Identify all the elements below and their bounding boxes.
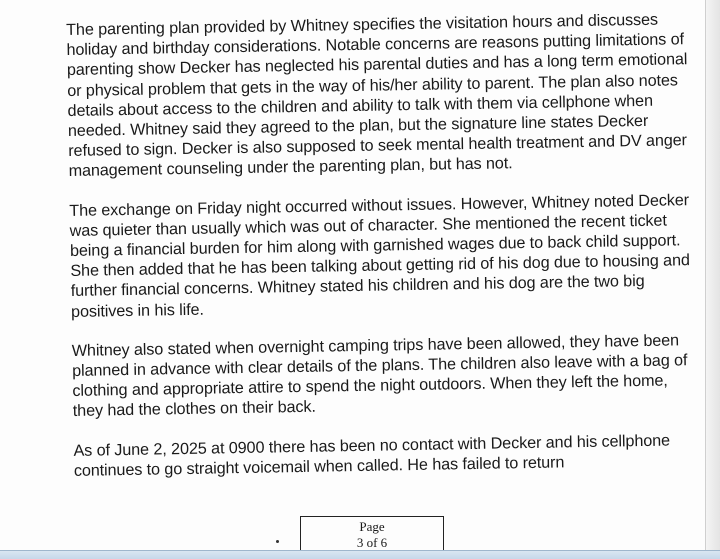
- page-number-box: [300, 516, 444, 550]
- viewer-right-edge: [705, 0, 720, 558]
- page-label: Page: [359, 519, 385, 534]
- paragraph-friday-exchange: The exchange on Friday night occurred without issues. However, Whitney noted Decker was quieter than usually which was out of character. She mentioned the recent ticket being a financial burden for him along with garnished wages due to back child support. She then added that he has been talking about getting rid of his dog due to housing and further financial concerns. Whitney stated his children and his dog are the two big positives in his life.: [69, 190, 690, 321]
- paragraph-parenting-plan: The parenting plan provided by Whitney specifies the visitation hours and discusses holiday and birthday considerations. Notable concerns are reasons putting limitations of parenting show Decker has neglected his parental duties and has a long term emotional or physical problem that gets in the way of his/her ability to parent. The plan also notes details about access to the children and ability to talk with them via cellphone when needed. Whitney said they agreed to the plan, but the signature line states Decker refused to sign. Decker is also supposed to seek mental health treatment and DV anger management counseling under the parenting plan, but has not.: [66, 10, 688, 181]
- paragraph-no-contact: As of June 2, 2025 at 0900 there has been no contact with Decker and his cellphone continues to go straight voicemail when called. He has failed to return: [73, 431, 671, 480]
- cropped-text-fragment: [62, 0, 76, 4]
- paragraph-camping-trips: Whitney also stated when overnight camping trips have been allowed, they have been planned in advance with clear details of the plans. The children also leave with a bag of clothing and appropriate attire to spend the night outdoors. When they left the home, they had the clothes on their back.: [71, 331, 688, 421]
- document-body: [66, 9, 700, 500]
- stray-mark: [276, 540, 279, 543]
- page-number: 3 of 6: [356, 535, 388, 550]
